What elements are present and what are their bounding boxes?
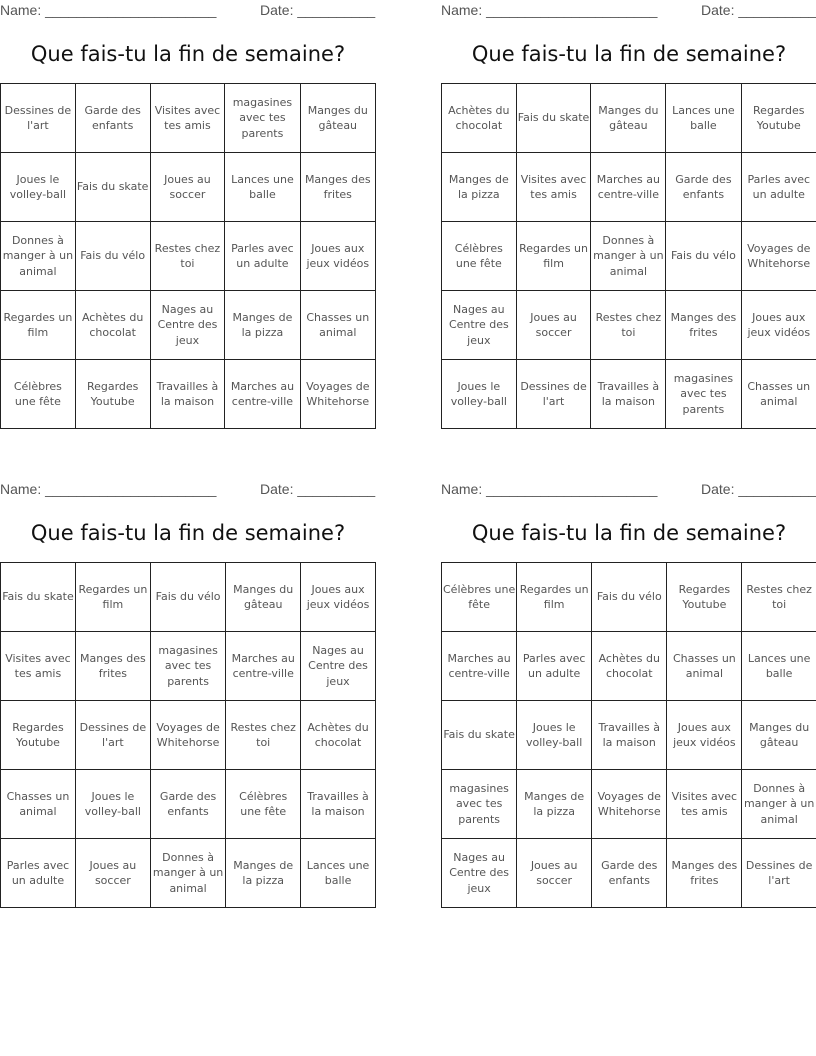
bingo-cell: Fais du skate (1, 563, 76, 632)
bingo-cell: Lances une balle (666, 84, 741, 153)
bingo-cell: Voyages de Whitehorse (300, 360, 375, 429)
bingo-cell: Garde des enfants (150, 770, 225, 839)
bingo-cell: Fais du vélo (592, 563, 667, 632)
bingo-cell: Fais du skate (516, 84, 591, 153)
bingo-cell: Voyages de Whitehorse (741, 222, 816, 291)
bingo-grid (0, 83, 376, 429)
bingo-cell: Donnes à manger à un animal (150, 839, 225, 908)
bingo-cell: Lances une balle (301, 839, 376, 908)
bingo-cell: Manges des frites (667, 839, 742, 908)
bingo-cell: Regardes un film (1, 291, 76, 360)
bingo-cell: Fais du skate (75, 153, 150, 222)
bingo-cell: Donnes à manger à un animal (1, 222, 76, 291)
bingo-cell: Chasses un animal (1, 770, 76, 839)
bingo-cell: Regardes Youtube (667, 563, 742, 632)
bingo-cell: magasines avec tes parents (150, 632, 225, 701)
date-field-label: Date: __________ (701, 2, 816, 18)
bingo-cell: Parles avec un adulte (517, 632, 592, 701)
bingo-row (442, 839, 816, 908)
bingo-row (1, 84, 376, 153)
bingo-row (1, 291, 376, 360)
bingo-cell: Garde des enfants (592, 839, 667, 908)
bingo-cell: Achètes du chocolat (75, 291, 150, 360)
bingo-row (442, 360, 816, 429)
bingo-cell: magasines avec tes parents (442, 770, 517, 839)
bingo-cell: Regardes Youtube (1, 701, 76, 770)
bingo-cell: Voyages de Whitehorse (592, 770, 667, 839)
bingo-row (1, 701, 376, 770)
bingo-cell: Dessines de l'art (742, 839, 816, 908)
bingo-cell: Achètes du chocolat (301, 701, 376, 770)
name-field-label: Name: ______________________ (441, 2, 658, 18)
bingo-row (1, 153, 376, 222)
bingo-row (442, 291, 816, 360)
bingo-cell: Joues aux jeux vidéos (300, 222, 375, 291)
bingo-row (1, 222, 376, 291)
bingo-cell: Manges de la pizza (517, 770, 592, 839)
bingo-row (1, 360, 376, 429)
bingo-cell: Garde des enfants (666, 153, 741, 222)
bingo-cell: Garde des enfants (75, 84, 150, 153)
bingo-cell: Chasses un animal (300, 291, 375, 360)
card-header (0, 479, 376, 503)
bingo-cell: Manges du gâteau (226, 563, 301, 632)
bingo-cell: Dessines de l'art (1, 84, 76, 153)
bingo-cell: Restes chez toi (226, 701, 301, 770)
card-title: Que fais-tu la fin de semaine? (30, 42, 346, 66)
bingo-cell: Célèbres une fête (226, 770, 301, 839)
bingo-row (1, 563, 376, 632)
card-title: Que fais-tu la fin de semaine? (30, 521, 346, 545)
bingo-cell: Fais du skate (442, 701, 517, 770)
bingo-cell: Joues au soccer (517, 839, 592, 908)
bingo-cell: Nages au Centre des jeux (442, 291, 517, 360)
bingo-cell: Voyages de Whitehorse (150, 701, 225, 770)
bingo-row (1, 839, 376, 908)
bingo-cell: Achètes du chocolat (592, 632, 667, 701)
bingo-cell: Nages au Centre des jeux (442, 839, 517, 908)
bingo-cell: Visites avec tes amis (667, 770, 742, 839)
bingo-cell: Joues le volley-ball (75, 770, 150, 839)
bingo-row (442, 84, 816, 153)
bingo-row (442, 632, 816, 701)
bingo-cell: Célèbres une fête (1, 360, 76, 429)
date-field-label: Date: __________ (260, 2, 376, 18)
card-header (0, 0, 376, 24)
bingo-cell: Parles avec un adulte (225, 222, 300, 291)
bingo-cell: Joues aux jeux vidéos (741, 291, 816, 360)
bingo-cell: Joues au soccer (516, 291, 591, 360)
bingo-cell: Nages au Centre des jeux (150, 291, 225, 360)
bingo-cell: Manges de la pizza (226, 839, 301, 908)
name-field-label: Name: ______________________ (0, 2, 217, 18)
bingo-cell: Dessines de l'art (516, 360, 591, 429)
bingo-cell: Célèbres une fête (442, 563, 517, 632)
bingo-cell: Donnes à manger à un animal (591, 222, 666, 291)
bingo-row (442, 770, 816, 839)
bingo-cell: Marches au centre-ville (225, 360, 300, 429)
bingo-cell: Joues au soccer (150, 153, 225, 222)
bingo-cell: Parles avec un adulte (741, 153, 816, 222)
bingo-cell: Joues le volley-ball (442, 360, 517, 429)
name-field-label: Name: ______________________ (0, 481, 217, 497)
bingo-cell: Visites avec tes amis (516, 153, 591, 222)
bingo-cell: Nages au Centre des jeux (301, 632, 376, 701)
bingo-row (1, 770, 376, 839)
bingo-cell: Dessines de l'art (75, 701, 150, 770)
bingo-row (442, 701, 816, 770)
bingo-cell: Restes chez toi (150, 222, 225, 291)
bingo-cell: Manges du gâteau (300, 84, 375, 153)
bingo-cell: Marches au centre-ville (442, 632, 517, 701)
bingo-cell: Regardes Youtube (741, 84, 816, 153)
date-field-label: Date: __________ (701, 481, 816, 497)
bingo-cell: Joues aux jeux vidéos (667, 701, 742, 770)
bingo-cell: Fais du vélo (75, 222, 150, 291)
bingo-cell: Travailles à la maison (150, 360, 225, 429)
bingo-cell: Regardes un film (517, 563, 592, 632)
bingo-cell: Donnes à manger à un animal (742, 770, 816, 839)
bingo-cell: Joues aux jeux vidéos (301, 563, 376, 632)
bingo-cell: Marches au centre-ville (591, 153, 666, 222)
bingo-cell: Lances une balle (225, 153, 300, 222)
bingo-grid (441, 83, 816, 429)
date-field-label: Date: __________ (260, 481, 376, 497)
bingo-cell: Parles avec un adulte (1, 839, 76, 908)
bingo-card (441, 479, 816, 895)
bingo-cell: magasines avec tes parents (225, 84, 300, 153)
bingo-cell: Joues le volley-ball (517, 701, 592, 770)
bingo-cell: Visites avec tes amis (1, 632, 76, 701)
bingo-cell: Fais du vélo (666, 222, 741, 291)
bingo-cell: Regardes Youtube (75, 360, 150, 429)
bingo-cell: Manges de la pizza (442, 153, 517, 222)
bingo-cell: Manges des frites (300, 153, 375, 222)
bingo-cell: Joues au soccer (75, 839, 150, 908)
name-field-label: Name: ______________________ (441, 481, 658, 497)
bingo-cell: magasines avec tes parents (666, 360, 741, 429)
bingo-cell: Manges du gâteau (742, 701, 816, 770)
bingo-cell: Restes chez toi (742, 563, 816, 632)
bingo-cell: Chasses un animal (667, 632, 742, 701)
bingo-cell: Fais du vélo (150, 563, 225, 632)
bingo-cell: Regardes un film (516, 222, 591, 291)
bingo-cell: Visites avec tes amis (150, 84, 225, 153)
bingo-cell: Chasses un animal (741, 360, 816, 429)
bingo-row (1, 632, 376, 701)
bingo-grid (0, 562, 376, 908)
bingo-cell: Manges de la pizza (225, 291, 300, 360)
bingo-row (442, 563, 816, 632)
bingo-cell: Travailles à la maison (301, 770, 376, 839)
bingo-cell: Manges des frites (666, 291, 741, 360)
card-title: Que fais-tu la fin de semaine? (471, 521, 787, 545)
card-title: Que fais-tu la fin de semaine? (471, 42, 787, 66)
bingo-cell: Restes chez toi (591, 291, 666, 360)
bingo-cell: Marches au centre-ville (226, 632, 301, 701)
bingo-card (0, 0, 376, 408)
bingo-card (441, 0, 816, 416)
card-header (441, 0, 816, 24)
card-header (441, 479, 816, 503)
bingo-row (442, 153, 816, 222)
bingo-cell: Joues le volley-ball (1, 153, 76, 222)
bingo-cell: Lances une balle (742, 632, 816, 701)
bingo-row (442, 222, 816, 291)
bingo-cell: Travailles à la maison (592, 701, 667, 770)
bingo-card (0, 479, 376, 895)
bingo-cell: Manges du gâteau (591, 84, 666, 153)
bingo-cell: Célèbres une fête (442, 222, 517, 291)
bingo-cell: Regardes un film (75, 563, 150, 632)
bingo-cell: Travailles à la maison (591, 360, 666, 429)
bingo-grid (441, 562, 816, 908)
bingo-cell: Manges des frites (75, 632, 150, 701)
bingo-cell: Achètes du chocolat (442, 84, 517, 153)
